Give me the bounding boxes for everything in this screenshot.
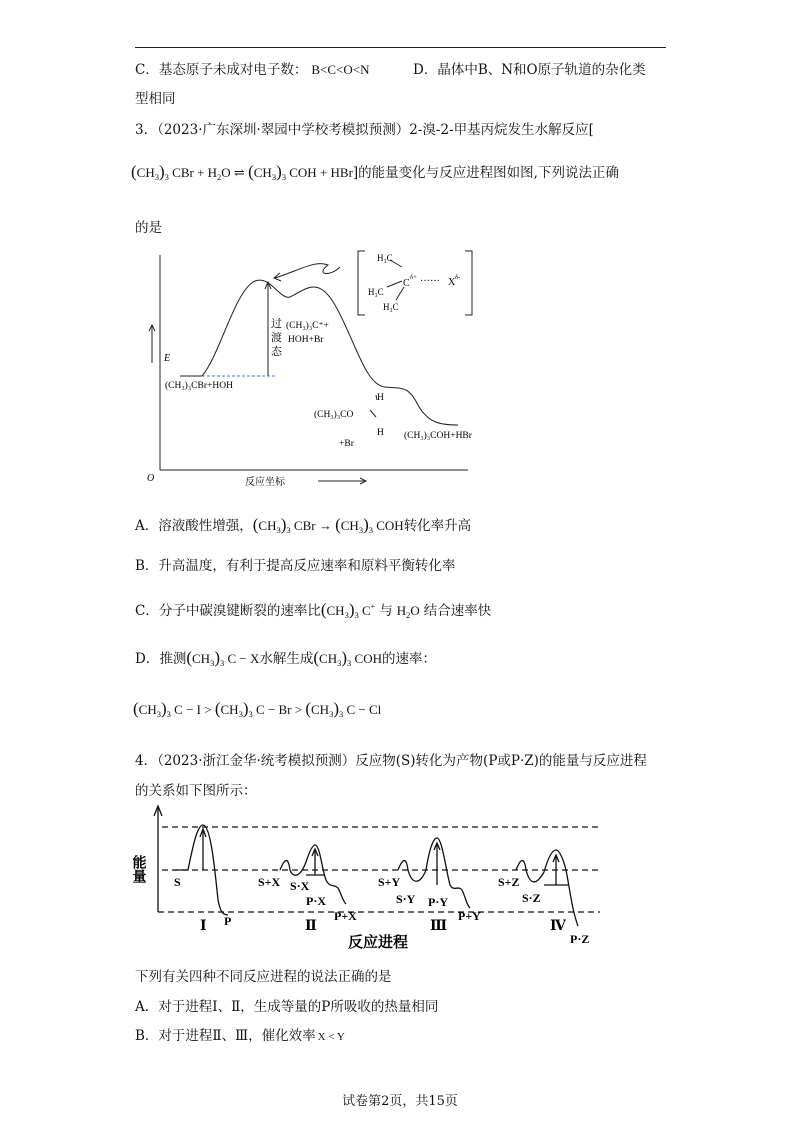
q3-ts-methyl-bottom: H₃C [383,302,399,312]
q3-origin: O [147,473,155,484]
q4-y-label: 能量 [130,855,146,883]
q3-energy-diagram [140,245,500,495]
q3-ts-char-1: 过 [271,318,282,330]
q4-label-iv: Ⅳ [550,919,566,934]
q3-x-label: 反应坐标 [245,477,285,488]
q4-curve-4 [516,850,578,926]
q3-ts-methyl-top: H₃C [377,253,393,263]
q3-oxonium-br: +Br [339,439,354,449]
q4-option-b: B．对于进程Ⅱ、Ⅲ，催化效率 X < Y [135,1028,345,1044]
q3-ts-x-charge: δ- [455,274,461,281]
q2-option-c: C．基态原子未成对电子数： B<C<O<N [135,62,370,78]
q4-label-ii: Ⅱ [305,919,317,934]
q3-y-label: E [164,353,171,364]
q4-stem-line1: 4．（2023·浙江金华·统考模拟预测）反应物(S)转化为产物(P或P·Z)的能量与反应进程 [135,753,647,769]
q3-intermediate-label-1: (CH₃)₃C⁺+ [286,321,329,331]
q3-rate-order: $(CH_3)_3$ $C - I > (CH_3)_3$ $C - Br > (CH_3)_3$ C − Cl [133,699,382,719]
q3-ts-dots: ······ [420,276,440,287]
q4-energy-diagram [130,800,610,960]
q3-stem-line3: 的是 [135,220,162,236]
q4-label-p-plus-y: P+Y [458,909,481,923]
q2-option-d: D．晶体中B、N和O原子轨道的杂化类 [413,62,646,78]
q4-label-s-z: S·Z [522,891,541,905]
q3-ts-x: X [448,277,456,288]
page-footer: 试卷第2页，共15页 [342,1094,458,1109]
q3-oxonium-label: (CH₃)₃CO [314,410,354,420]
q4-label-p-x: P·X [306,894,326,908]
q3-ts-methyl-left: H₃C [368,287,384,297]
q4-label-s-plus-y: S+Y [378,875,401,889]
q3-equation: $(CH_3)_3$ CBr + $H_2O$ ⇌ $(CH_3)_3$ COH + HBr [131,162,353,182]
q3-intermediate-label-2: HOH+Br [288,335,324,345]
q4-label-p-plus-x: P+X [334,909,357,923]
q3-equation-line: $(CH_3)_3$ CBr + $H_2O$ ⇌ $(CH_3)_3$ COH + HBr]的能量变化与反应进程图如图,下列说法正确 [131,162,619,182]
q3-ts-char-2: 渡 [271,332,282,344]
q4-option-a: A．对于进程Ⅰ、Ⅱ，生成等量的P所吸收的热量相同 [135,999,439,1015]
q3-option-b: B．升高温度，有利于提高反应速率和原料平衡转化率 [135,558,456,574]
q4-label-s-plus-x: S+X [258,875,281,889]
q4-curve-1 [175,825,228,915]
q3-option-a: A．溶液酸性增强，$(CH_3)_3$ CBr → $(CH_3)_3$ COH转化率升高 [135,515,472,535]
q4-label-p-z: P·Z [570,932,590,946]
q4-label-s-y: S·Y [396,892,416,906]
q3-option-d: D．推测$(CH_3)_3$ C − X水解生成$(CH_3)_3$ COH的速率： [135,648,436,668]
q4-x-label: 反应进程 [348,935,409,951]
q4-label-s: S [174,875,181,889]
q4-stem-line3: 下列有关四种不同反应进程的说法正确的是 [135,969,392,985]
q4-label-p-y: P·Y [428,895,448,909]
q4-label-iii: Ⅲ [430,919,448,934]
q4-label-i: Ⅰ [200,919,207,934]
q2-option-d-continued: 型相同 [135,91,176,107]
q3-energy-curve [180,280,458,425]
q3-stem-line1: 3．（2023·广东深圳·翠园中学校考模拟预测）2-溴-2-甲基丙烷发生水解反应[ [135,122,594,138]
q4-label-s-plus-z: S+Z [498,875,520,889]
q3-oxonium-h2: H [377,428,384,438]
q3-ts-carbon-charge: δ+ [410,274,417,281]
q4-stem-line2: 的关系如下图所示： [135,783,257,799]
q3-ts-char-3: 态 [271,346,282,358]
q3-oxonium-h1: H [377,393,384,403]
q3-product-label: (CH₃)₃COH+HBr [404,431,472,441]
q3-option-c: C．分子中碳溴键断裂的速率比$(CH_3)_3$ C+ 与 $H_2O$ 结合速率快 [135,600,492,620]
q4-label-p1: P [224,914,232,928]
q3-ts-carbon: C [403,278,410,289]
header-rule [135,47,666,48]
q4-label-s-x: S·X [290,879,310,893]
q3-reactant-label: (CH₃)₃CBr+HOH [165,381,233,391]
